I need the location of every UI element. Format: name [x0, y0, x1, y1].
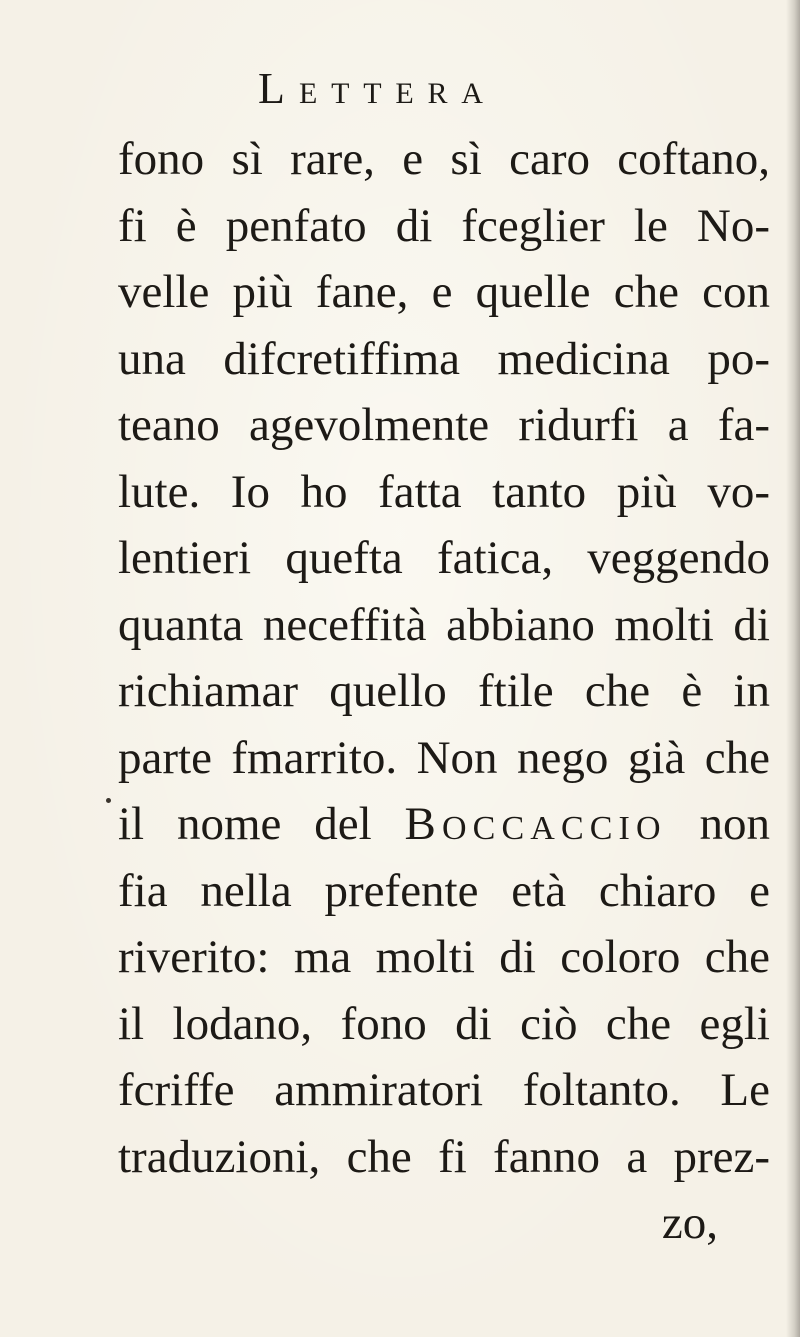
running-head-initial: L: [258, 64, 299, 113]
margin-mark: [106, 798, 111, 803]
author-name-initial: B: [404, 798, 442, 850]
page-edge-shadow: [786, 0, 800, 1337]
text-line: una difcretiffima medicina po-: [118, 332, 770, 385]
catchword: zo,: [661, 1197, 718, 1249]
text-line: lute. Io ho fatta tanto più vo-: [118, 465, 770, 518]
text-line: fia nella prefente età chiaro e: [118, 864, 770, 917]
text-line: richiamar quello ftile che è in: [118, 665, 770, 717]
text-line: fcriffe ammiratori foltanto. Le: [118, 1064, 770, 1116]
author-name: [404, 798, 667, 850]
line-segment: il nome del: [118, 798, 372, 850]
running-head: [258, 64, 658, 114]
text-line: quanta neceffità abbiano molti di: [118, 598, 770, 651]
text-line: velle più fane, e quelle che con: [118, 266, 770, 318]
line-segment: non: [699, 798, 771, 850]
text-line: riverito: ma molti di coloro che: [118, 931, 770, 983]
text-line: parte fmarrito. Non nego già che: [118, 731, 770, 784]
text-line: il lodano, fono di ciò che egli: [118, 997, 770, 1050]
text-line: fi è penfato di fceglier le No-: [118, 199, 770, 252]
text-line-boccaccio: [118, 791, 770, 858]
text-line: teano agevolmente ridurfi a fa-: [118, 399, 770, 451]
running-head-rest: ETTERA: [298, 77, 497, 110]
author-name-rest: OCCACCIO: [442, 810, 667, 847]
text-line: fono sì rare, e sì caro coftano,: [118, 133, 770, 185]
text-line: traduzioni, che fi fanno a prez-: [118, 1130, 770, 1183]
text-line: lentieri quefta fatica, veggendo: [118, 532, 770, 584]
body-text: [118, 126, 770, 1257]
